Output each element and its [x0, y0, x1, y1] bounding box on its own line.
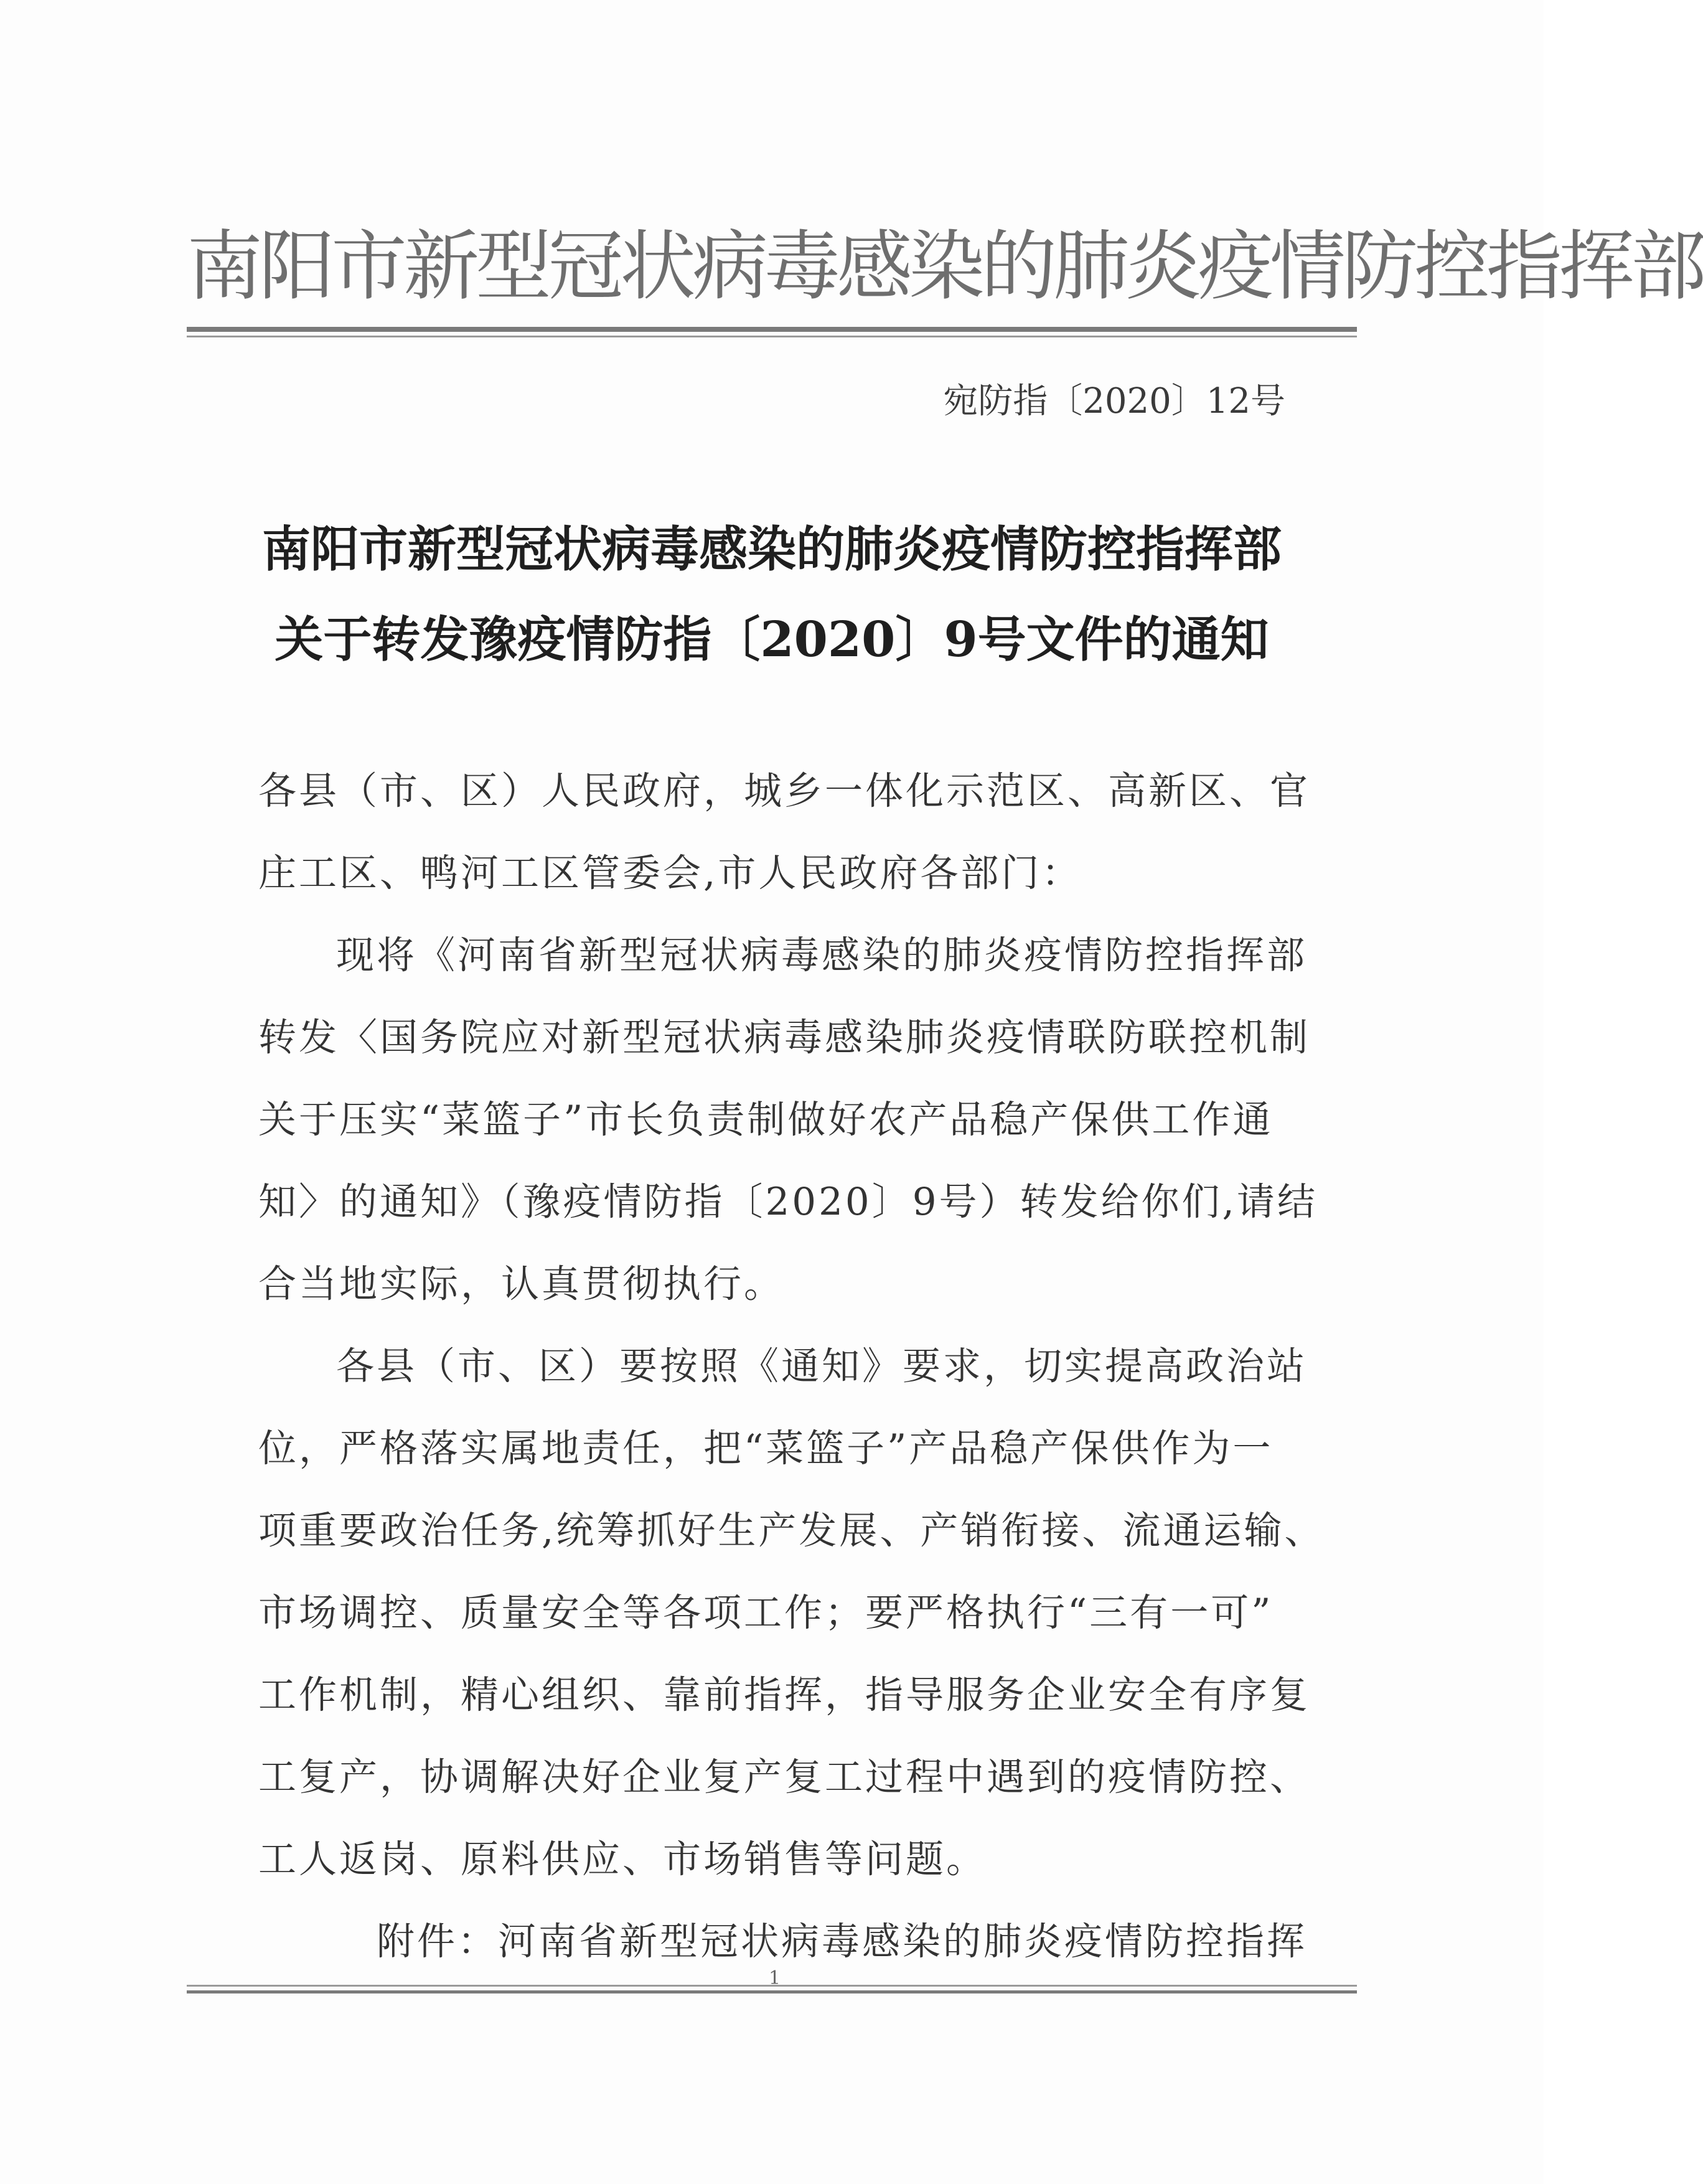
attachment-line: 附件：河南省新型冠状病毒感染的肺炎疫情防控指挥	[377, 1919, 1308, 1964]
page-number: 1	[769, 1967, 781, 1989]
paragraph-1-line-5: 合当地实际，认真贯彻执行。	[258, 1262, 785, 1306]
document-title-line-1: 南阳市新型冠状病毒感染的肺炎疫情防控指挥部	[261, 521, 1282, 578]
paragraph-2-line-7: 工人返岗、原料供应、市场销售等问题。	[258, 1837, 987, 1881]
paragraph-1-line-3: 关于压实“菜篮子”市长负责制做好农产品稳产保供工作通	[258, 1098, 1274, 1142]
paragraph-2-line-3: 项重要政治任务,统筹抓好生产发展、产销衔接、流通运输、	[258, 1509, 1325, 1553]
recipients-line-2: 庄工区、鸭河工区管委会,市人民政府各部门：	[258, 851, 1082, 895]
paragraph-1-line-1: 现将《河南省新型冠状病毒感染的肺炎疫情防控指挥部	[336, 933, 1308, 977]
paragraph-1-line-2: 转发〈国务院应对新型冠状病毒感染肺炎疫情联防联控机制	[258, 1015, 1311, 1060]
document-number: 宛防指〔2020〕12号	[943, 381, 1285, 421]
recipients-line-1: 各县（市、区）人民政府，城乡一体化示范区、高新区、官	[258, 769, 1311, 813]
org-header-title: 南阳市新型冠状病毒感染的肺炎疫情防控指挥部	[187, 222, 1703, 311]
paragraph-2-line-6: 工复产，协调解决好企业复产复工过程中遇到的疫情防控、	[258, 1755, 1311, 1799]
paragraph-2-line-2: 位，严格落实属地责任，把“菜篮子”产品稳产保供作为一	[258, 1426, 1274, 1471]
paragraph-1-line-4: 知〉的通知》（豫疫情防指〔2020〕9号）转发给你们,请结	[258, 1180, 1318, 1224]
paragraph-2-line-1: 各县（市、区）要按照《通知》要求，切实提高政治站	[336, 1344, 1308, 1388]
paragraph-2-line-4: 市场调控、质量安全等各项工作；要严格执行“三有一可”	[258, 1591, 1274, 1635]
document-title-line-2: 关于转发豫疫情防指〔2020〕9号文件的通知	[274, 611, 1269, 668]
paragraph-2-line-5: 工作机制，精心组织、靠前指挥，指导服务企业安全有序复	[258, 1673, 1311, 1717]
